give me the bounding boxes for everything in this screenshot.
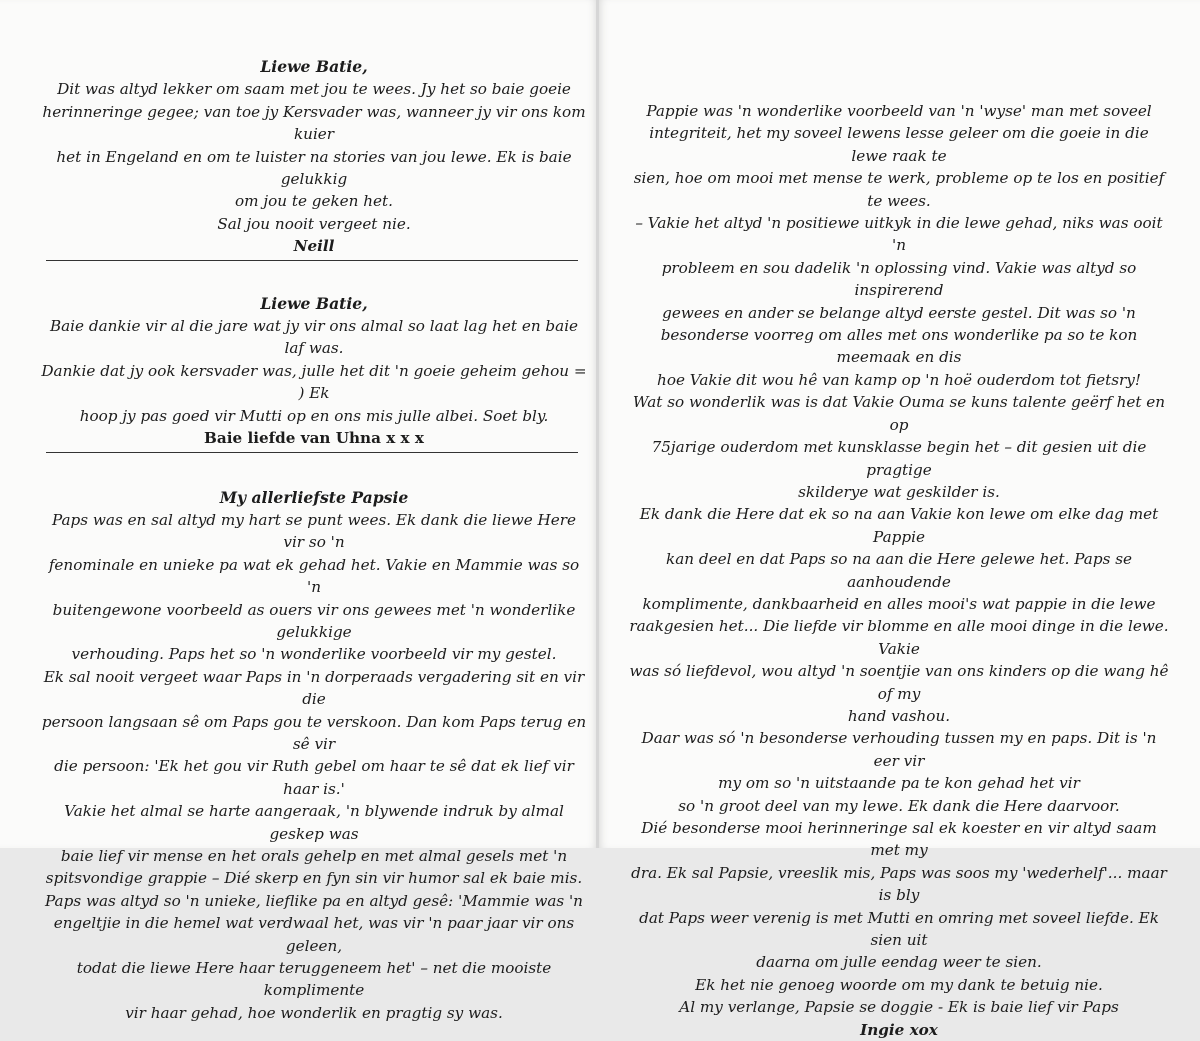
text-line: dat Paps weer verenig is met Mutti en omring met soveel liefde. Ek sien uit xyxy=(639,908,1159,950)
text-line: Ek het nie genoeg woorde om my dank te betuig nie. xyxy=(695,975,1103,994)
text-line: 75jarige ouderdom met kunsklasse begin het – dit gesien uit die pragtige xyxy=(651,438,1147,479)
letter-signature: Neill xyxy=(293,237,335,256)
text-line: Paps was altyd so 'n unieke, lieflike pa en altyd gesê: 'Mammie was 'n xyxy=(45,891,583,910)
text-line: Pappie was 'n wonderlike voorbeeld van 'n 'wyse' man met soveel xyxy=(646,102,1152,120)
text-line: om jou te geken het. xyxy=(235,192,393,211)
left-page xyxy=(0,0,597,1022)
text-line: hoop jy pas goed vir Mutti op en ons mis julle albei. Soet bly. xyxy=(79,406,549,425)
text-line: todat die liewe Here haar teruggeneem het' – net die mooiste komplimente xyxy=(76,959,552,1000)
text-line: Paps was en sal altyd my hart se punt wees. Ek dank die liewe Here vir so 'n xyxy=(51,510,577,552)
text-line: Sal jou nooit vergeet nie. xyxy=(217,214,411,233)
text-line: engeltjie in die hemel wat verdwaal het, was vir 'n paar jaar vir ons geleen, xyxy=(53,914,575,955)
text-line: Baie dankie vir al die jare wat jy vir ons almal so laat lag het en baie laf was. xyxy=(49,317,579,358)
text-line: Dankie dat jy ook kersvader was, julle het dit 'n goeie geheim gehou = ) Ek xyxy=(41,361,587,403)
text-line: herinneringe gegee; van toe jy Kersvader was, wanneer jy vir ons kom kuier xyxy=(42,102,586,144)
letter-neill xyxy=(40,56,588,258)
text-line: komplimente, dankbaarheid en alles mooi's wat pappie in die lewe xyxy=(642,594,1156,613)
text-line: hoe Vakie dit wou hê van kamp op 'n hoë ouderdom tot fietsry! xyxy=(657,370,1141,389)
letter-ingie xyxy=(629,100,1169,1041)
text-line: spitsvondige grappie – Dié skerp en fyn sin vir humor sal ek baie mis. xyxy=(45,869,583,888)
letter-papsie xyxy=(40,487,588,1025)
text-line: verhouding. Paps het so 'n wonderlike voorbeeld vir my gestel. xyxy=(71,645,557,664)
text-line: vir haar gehad, hoe wonderlik en pragtig sy was. xyxy=(125,1003,503,1022)
letter-signature: Baie liefde van Uhna x x x xyxy=(204,429,424,448)
text-line: gewees en ander se belange altyd eerste gestel. Dit was so 'n xyxy=(662,303,1136,322)
right-page xyxy=(599,0,1200,1039)
text-line: hand vashou. xyxy=(847,706,951,725)
text-line: daarna om julle eendag weer te sien. xyxy=(756,953,1042,972)
letter-heading: Liewe Batie, xyxy=(260,57,368,76)
text-line: integriteit, het my soveel lewens lesse geleer om die goeie in die lewe raak te xyxy=(649,124,1149,165)
text-line: buitengewone voorbeeld as ouers vir ons gewees met 'n wonderlike gelukkige xyxy=(52,600,576,641)
text-line: my om so 'n uitstaande pa te kon gehad het vir xyxy=(718,774,1080,793)
text-line: het in Engeland en om te luister na stories van jou lewe. Ek is baie gelukkig xyxy=(56,147,572,189)
text-line: besonderse voorreg om alles met ons wonderlike pa so te kon meemaak en dis xyxy=(660,326,1138,367)
text-line: Dit was altyd lekker om saam met jou te wees. Jy het so baie goeie xyxy=(57,80,571,99)
letter-signature: Ingie xox xyxy=(860,1020,938,1039)
text-line: kan deel en dat Paps so na aan die Here gelewe het. Paps se aanhoudende xyxy=(666,550,1132,591)
text-line: Vakie het almal se harte aangeraak, 'n blywende indruk by almal geskep was xyxy=(64,802,564,843)
text-line: Wat so wonderlik was is dat Vakie Ouma se kuns talente geërf het en op xyxy=(632,393,1166,434)
text-line: Ek dank die Here dat ek so na aan Vakie kon lewe om elke dag met Pappie xyxy=(639,505,1159,546)
text-line: dra. Ek sal Papsie, vreeslik mis, Paps was soos my 'wederhelf'... maar is bly xyxy=(631,863,1167,905)
text-line: baie lief vir mense en het orals gehelp en met almal gesels met 'n xyxy=(60,847,568,865)
text-line: raakgesien het... Die liefde vir blomme en alle mooi dinge in die lewe. Vakie xyxy=(629,617,1169,658)
text-line: fenominale en unieke pa wat ek gehad het. Vakie en Mammie was so 'n xyxy=(48,555,580,597)
text-line: Ek sal nooit vergeet waar Paps in 'n dorperaads vergadering sit en vir die xyxy=(43,667,585,709)
left-column xyxy=(40,56,588,1024)
text-line: Al my verlange, Papsie se doggie - Ek is baie lief vir Paps xyxy=(679,998,1119,1017)
text-line: skilderye wat geskilder is. xyxy=(798,482,1000,501)
text-line: so 'n groot deel van my lewe. Ek dank die Here daarvoor. xyxy=(678,796,1120,815)
text-line: probleem en sou dadelik 'n oplossing vind. Vakie was altyd so inspirerend xyxy=(661,258,1137,300)
text-line: was só liefdevol, wou altyd 'n soentjie van ons kinders op die wang hê of my xyxy=(629,662,1169,703)
text-line: Dié besonderse mooi herinneringe sal ek koester en vir altyd saam met my xyxy=(641,819,1157,860)
text-line: sien, hoe om mooi met mense te werk, probleme op te los en positief te wees. xyxy=(633,169,1165,210)
text-line: die persoon: 'Ek het gou vir Ruth gebel om haar te sê dat ek lief vir haar is.' xyxy=(54,757,574,798)
letter-uhna xyxy=(40,293,588,450)
letter-heading: My allerliefste Papsie xyxy=(219,487,409,507)
text-line: persoon langsaan sê om Paps gou te verskoon. Dan kom Paps terug en sê vir xyxy=(41,712,587,753)
text-line: – Vakie het altyd 'n positiewe uitkyk in die lewe gehad, niks was ooit 'n xyxy=(635,214,1163,255)
letter-heading: Liewe Batie, xyxy=(260,293,368,313)
text-line: Daar was só 'n besonderse verhouding tussen my en paps. Dit is 'n eer vir xyxy=(641,729,1157,770)
